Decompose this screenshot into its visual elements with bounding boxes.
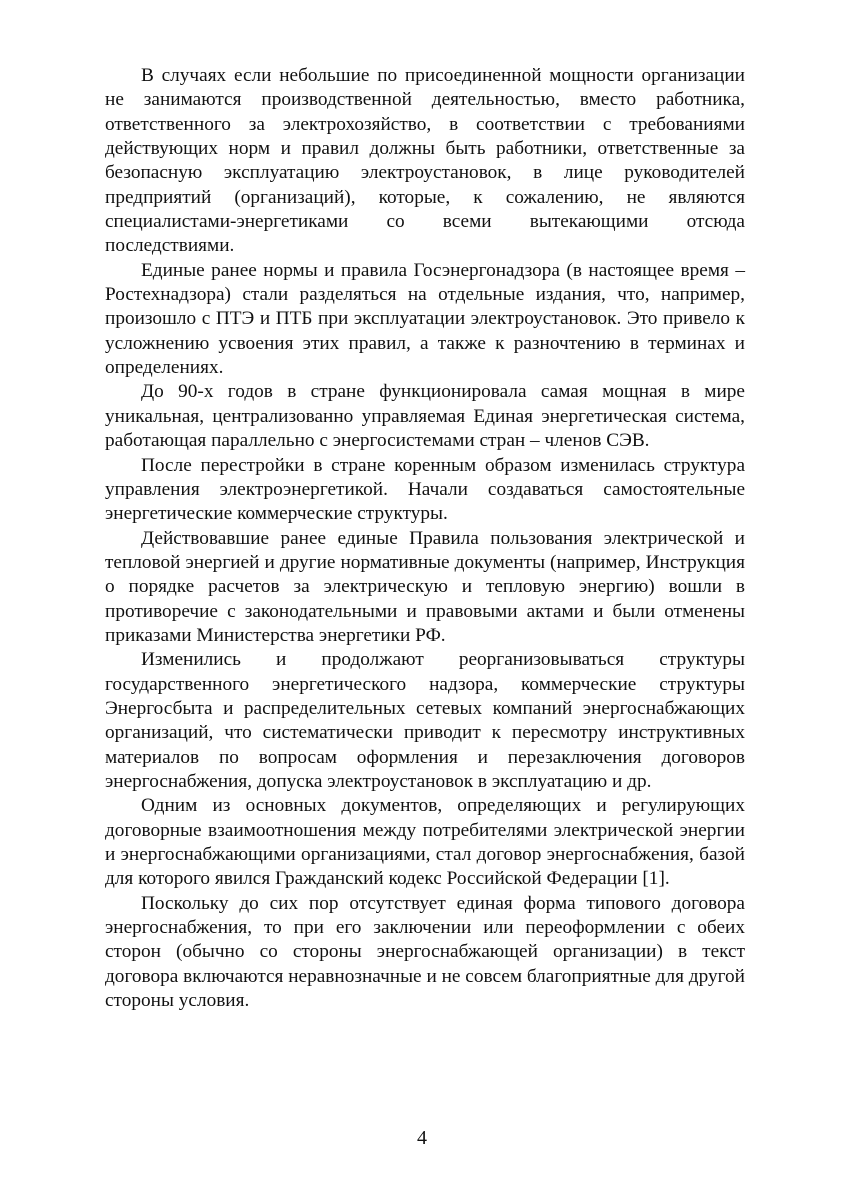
- paragraph-small-organizations: В случаях если небольшие по присоединенной мощности организации не занимаются производственной деятельностью, вместо работника, ответственного за электрохозяйство, в соответствии с требованиями действующих норм и правил должны быть работники, ответственные за безопасную эксплуатацию электроустановок, в лице руководителей предприятий (организаций), которые, к сожалению, не являются специалистами-энергетиками со всеми вытекающими отсюда последствиями.: [105, 65, 745, 257]
- paragraph-former-rules: Действовавшие ранее единые Правила пользования электрической и тепловой энергией и другие нормативные документы (например, Инструкция о порядке расчетов за электрическую и тепловую энергию) вошли в противоречие с законодательными и правовыми актами и были отменены приказами Министерства энергетики РФ.: [105, 527, 745, 646]
- paragraph-unified-energy-system: До 90-х годов в стране функционировала самая мощная в мире уникальная, централизованно управляемая Единая энергетическая система, работающая параллельно с энергосистемами стран – членов СЭВ.: [105, 381, 745, 452]
- document-body: [105, 64, 745, 1013]
- paragraph-gosenergonadzor-rules: Единые ранее нормы и правила Госэнергонадзора (в настоящее время – Ростехнадзора) стали разделяться на отдельные издания, что, например, произошло с ПТЭ и ПТБ при эксплуатации электроустановок. Это привело к усложнению усвоения этих правил, а также к разночтению в терминах и определениях.: [105, 259, 745, 379]
- paragraph-reorganization: Изменились и продолжают реорганизовываться структуры государственного энергетического надзора, коммерческие структуры Энергосбыта и распределительных сетевых компаний энергоснабжающих организаций, что систематически приводит к пересмотру инструктивных материалов по вопросам оформления и перезаключения договоров энергоснабжения, допуска электроустановок в эксплуатацию и др.: [105, 649, 745, 792]
- page-number: 4: [417, 1127, 427, 1149]
- paragraph-perestroika: После перестройки в стране коренным образом изменилась структура управления электроэнергетикой. Начали создаваться самостоятельные энергетические коммерческие структуры.: [105, 454, 745, 525]
- paragraph-contract-form: Поскольку до сих пор отсутствует единая форма типового договора энергоснабжения, то при его заключении или переоформлении с обеих сторон (обычно со стороны энергоснабжающей организации) в текст договора включаются неравнозначные и не совсем благоприятные для другой стороны условия.: [105, 892, 745, 1012]
- paragraph-supply-contract: Одним из основных документов, определяющих и регулирующих договорные взаимоотношения между потребителями электрической энергии и энергоснабжающими организациями, стал договор энергоснабжения, базой для которого явился Гражданский кодекс Российской Федерации [1].: [105, 795, 745, 890]
